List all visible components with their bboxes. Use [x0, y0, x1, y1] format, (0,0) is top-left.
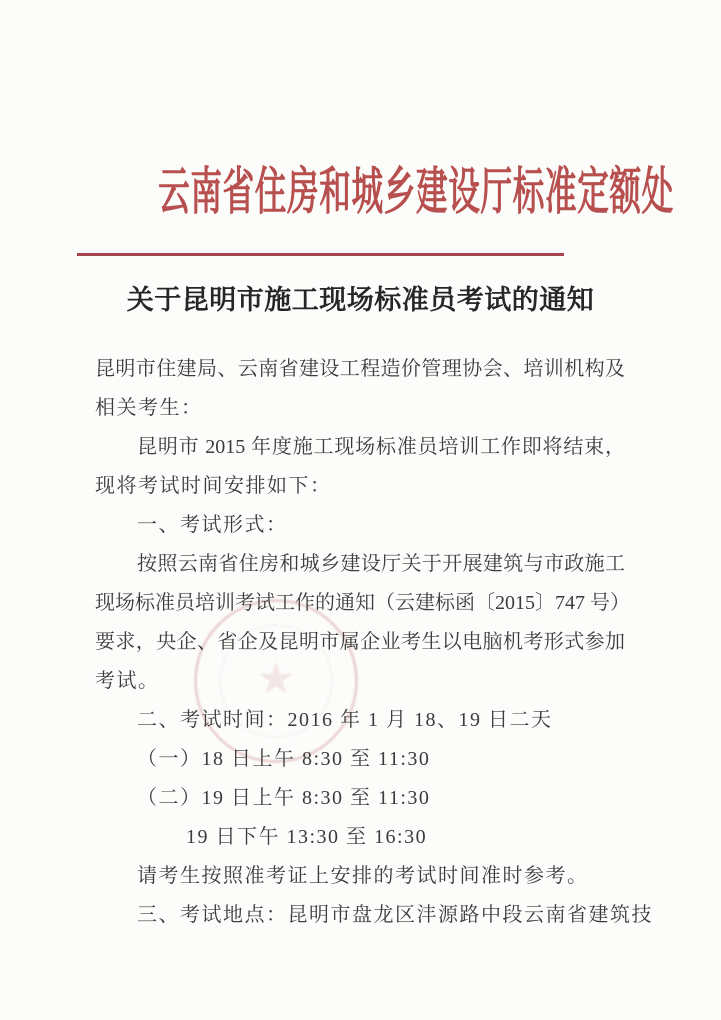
exam-slot-2: （二）19 日上午 8:30 至 11:30: [137, 787, 431, 809]
document-body: [95, 350, 653, 935]
letterhead: [0, 150, 687, 224]
basis-para-line-1: 按照云南省住房和城乡建设厅关于开展建筑与市政施工: [137, 553, 625, 575]
basis-para-line-2: 现场标准员培训考试工作的通知（云建标函〔2015〕747 号）: [95, 592, 630, 614]
basis-para-line-3: 要求，央企、省企及昆明市属企业考生以电脑机考形式参加: [95, 631, 625, 653]
exam-slot-1: （一）18 日上午 8:30 至 11:30: [137, 748, 431, 770]
exam-slot-3: 19 日下午 13:30 至 16:30: [186, 826, 428, 848]
section-1-heading: 一、考试形式：: [137, 514, 288, 536]
seal-star-icon: ★: [256, 653, 296, 705]
document-title: 关于昆明市施工现场标准员考试的通知: [126, 285, 595, 315]
addressee-line-1: 昆明市住建局、云南省建设工程造价管理协会、培训机构及: [95, 358, 625, 380]
section-2-heading: 二、考试时间：2016 年 1 月 18、19 日二天: [137, 709, 553, 731]
section-3-heading: 三、考试地点：昆明市盘龙区沣源路中段云南省建筑技: [137, 904, 653, 926]
reminder-line: 请考生按照准考证上安排的考试时间准时参考。: [137, 865, 589, 887]
intro-line-1: 昆明市 2015 年度施工现场标准员培训工作即将结束，: [137, 436, 625, 458]
letterhead-rule: [77, 253, 564, 256]
intro-line-2: 现将考试时间安排如下：: [95, 475, 332, 497]
basis-para-line-4: 考试。: [95, 670, 160, 692]
addressee-line-2: 相关考生：: [95, 397, 203, 419]
letterhead-org-name: 云南省住房和城乡建设厅标准定额处: [158, 165, 674, 221]
